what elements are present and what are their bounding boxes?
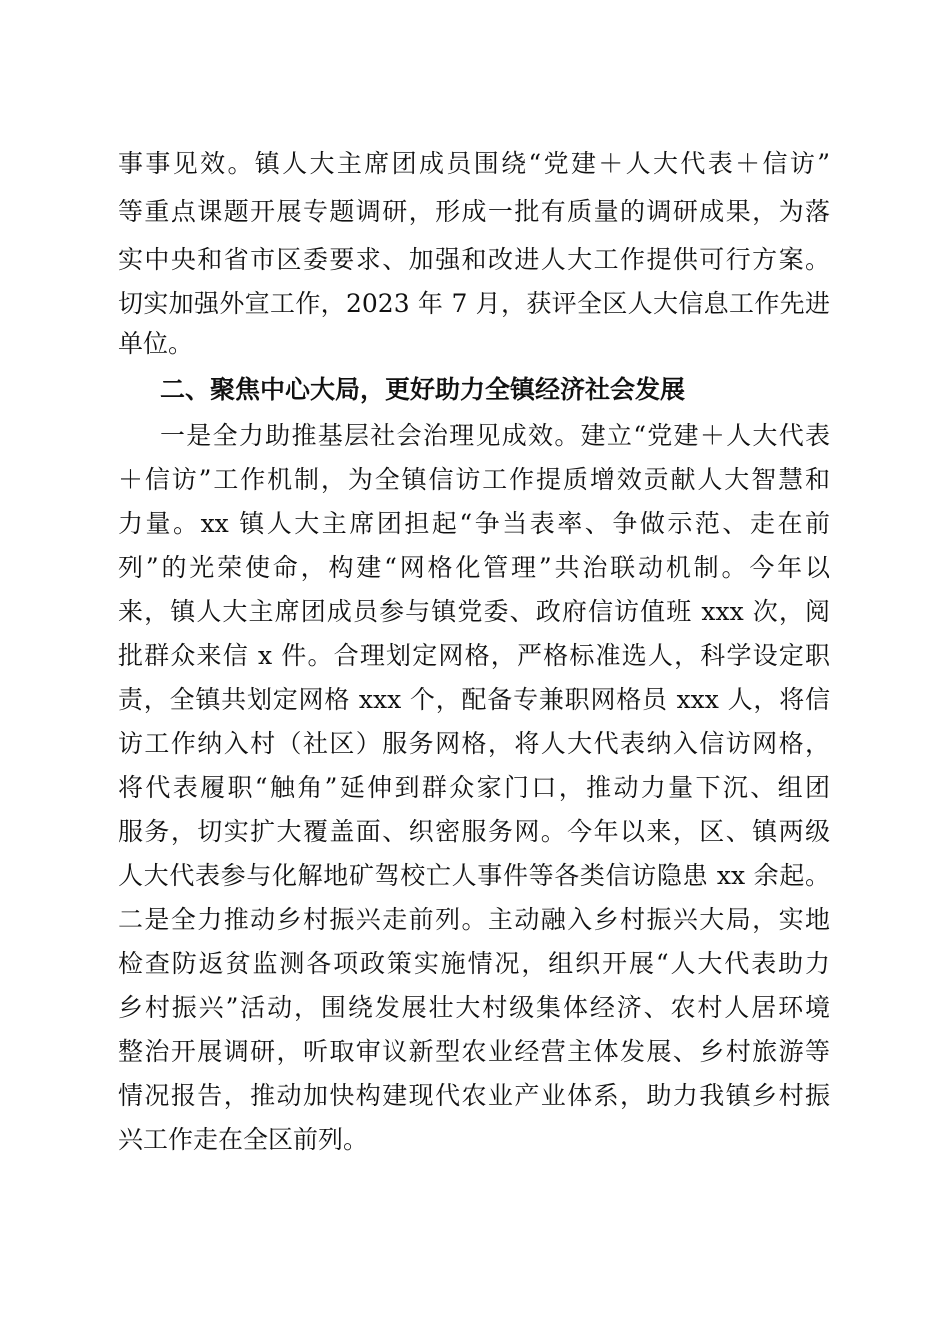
text-line: 等重点课题开展专题调研，形成一批有质量的调研成果，为落 xyxy=(118,197,830,226)
text-line: 力量。xx 镇人大主席团担起“争当表率、争做示范、走在前 xyxy=(118,509,830,538)
text-line: 责，全镇共划定网格 xxx 个，配备专兼职网格员 xxx 人，将信 xyxy=(118,685,830,714)
text-line: 实中央和省市区委要求、加强和改进人大工作提供可行方案。 xyxy=(118,245,830,274)
text-line: 情况报告，推动加快构建现代农业产业体系，助力我镇乡村振 xyxy=(118,1081,830,1110)
text-line: 访工作纳入村（社区）服务网格，将人大代表纳入信访网格， xyxy=(118,729,830,758)
text-line: 单位。 xyxy=(118,329,194,358)
text-line: 人大代表参与化解地矿驾校亡人事件等各类信访隐患 xx 余起。 xyxy=(118,861,830,890)
text-line: 服务，切实扩大覆盖面、织密服务网。今年以来，区、镇两级 xyxy=(118,817,830,846)
text-line: 将代表履职“触角”延伸到群众家门口，推动力量下沉、组团 xyxy=(118,773,830,802)
text-line: 检查防返贫监测各项政策实施情况，组织开展“人大代表助力 xyxy=(118,949,830,978)
text-line: 二是全力推动乡村振兴走前列。主动融入乡村振兴大局，实地 xyxy=(118,905,830,934)
text-line: 乡村振兴”活动，围绕发展壮大村级集体经济、农村人居环境 xyxy=(118,993,830,1022)
text-line: 整治开展调研，听取审议新型农业经营主体发展、乡村旅游等 xyxy=(118,1037,830,1066)
text-line: 事事见效。镇人大主席团成员围绕“党建＋人大代表＋信访” xyxy=(118,149,830,178)
text-line: 切实加强外宣工作，2023 年 7 月，获评全区人大信息工作先进 xyxy=(118,289,830,318)
text-line: 来，镇人大主席团成员参与镇党委、政府信访值班 xxx 次，阅 xyxy=(118,597,830,626)
text-line: ＋信访”工作机制，为全镇信访工作提质增效贡献人大智慧和 xyxy=(118,465,830,494)
text-line: 兴工作走在全区前列。 xyxy=(118,1125,369,1154)
text-line: 列”的光荣使命，构建“网格化管理”共治联动机制。今年以 xyxy=(118,553,830,582)
section-heading: 二、聚焦中心大局，更好助力全镇经济社会发展 xyxy=(160,375,686,404)
text-line: 一是全力助推基层社会治理见成效。建立“党建＋人大代表 xyxy=(160,421,830,450)
text-line: 批群众来信 x 件。合理划定网格，严格标准选人，科学设定职 xyxy=(118,641,830,670)
